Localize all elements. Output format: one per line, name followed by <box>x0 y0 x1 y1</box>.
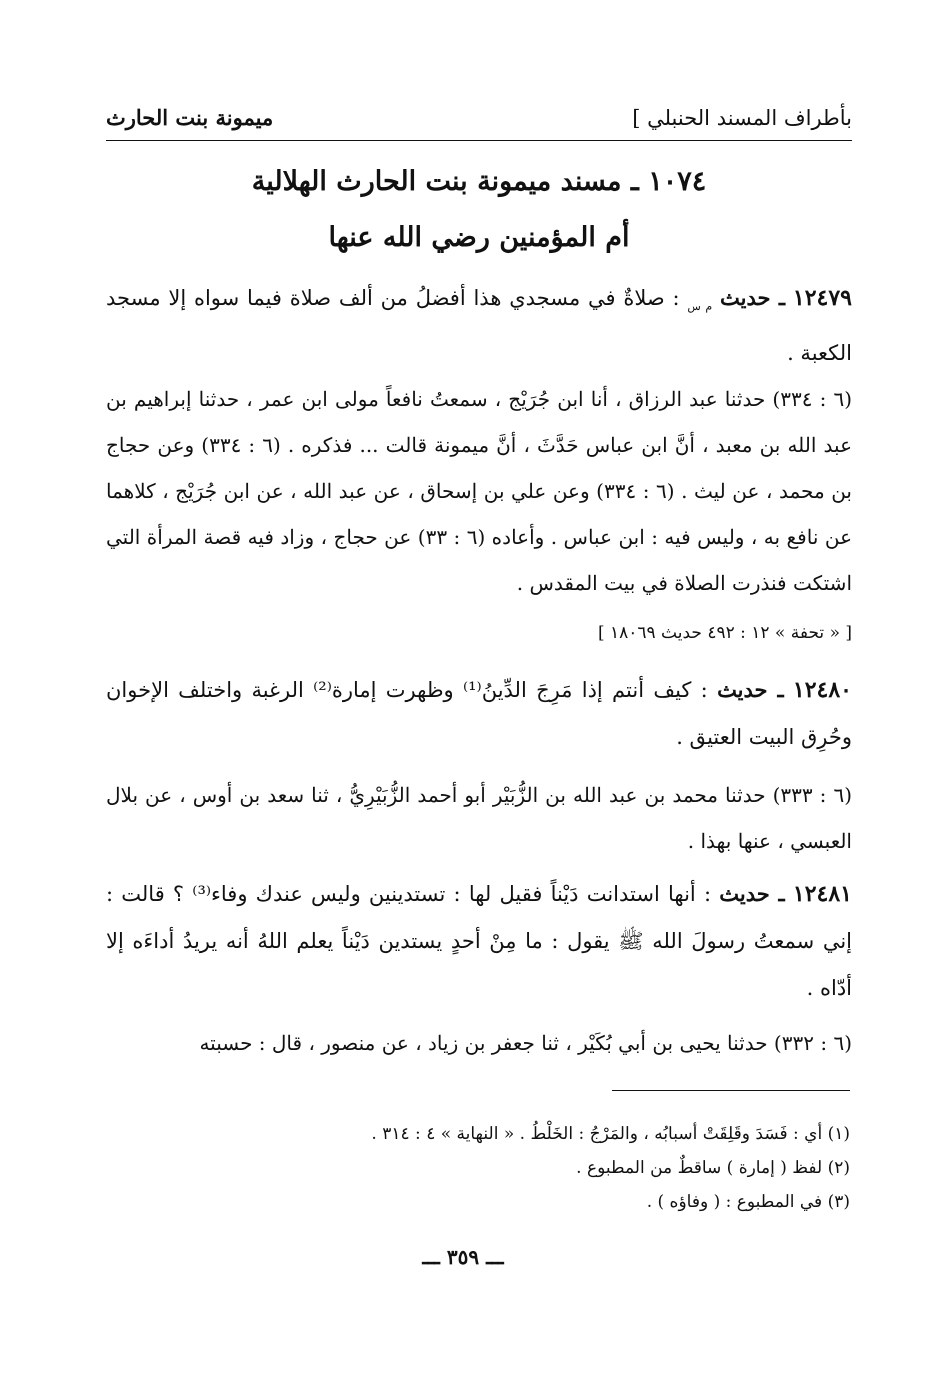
footnote-1: (١) أي : فَسَدَ وقَلِقَتْ أسبابُه ، والمَرْجُ : الخَلْطُ . « النهاية » ٤ : ٣١٤ . <box>371 1124 850 1144</box>
footnote-3: (٣) في المطبوع : ( وفاؤه ) . <box>646 1192 850 1212</box>
footnote-divider <box>612 1090 850 1091</box>
hadith-12479 <box>106 274 852 377</box>
hadith-12480 <box>106 666 852 761</box>
book-title: بأطراف المسند الحنبلي ] <box>632 106 852 130</box>
section-title-line2: أم المؤمنين رضي الله عنها <box>328 222 630 253</box>
hadith-text: : كيف أنتم إذا مَرِجَ الدِّينُ⁽¹⁾ وظهرت إمارة⁽²⁾ الرغبة واختلف الإخوان وحُرِق البيت العتيق . <box>106 678 852 749</box>
tuhfa-reference: [ « تحفة » ١٢ : ٤٩٢ حديث ١٨٠٦٩ ] <box>597 623 852 643</box>
hadith-12481-sources: (٦ : ٣٣٢) حدثنا يحيى بن أبي بُكَيْر ، ثنا جعفر بن زياد ، عن منصور ، قال : حسبته <box>199 1031 852 1055</box>
hadith-number: ١٢٤٨١ <box>792 881 852 907</box>
hadith-12480-sources: (٦ : ٣٣٣) حدثنا محمد بن عبد الله بن الزُّبَيْر أبو أحمد الزُّبَيْرِيُّ ، ثنا سعد بن أوس ، عن بلال العبسي ، عنها بهذا . <box>106 783 853 853</box>
hadith-text: : صلاةٌ في مسجدي هذا أفضلُ من ألف صلاة فيما سواه إلا مسجد الكعبة . <box>106 286 852 366</box>
hadith-label: ـ حديث <box>719 881 785 906</box>
hadith-number: ١٢٤٧٩ <box>792 285 852 311</box>
footnote-2: (٢) لفظ ( إمارة ) ساقطٌ من المطبوع . <box>576 1158 850 1178</box>
section-name: ميمونة بنت الحارث <box>106 105 274 130</box>
hadith-label: ـ حديث <box>720 285 786 310</box>
hadith-12479-sources: (٦ : ٣٣٤) حدثنا عبد الرزاق ، أنا ابن جُرَيْج ، سمعتُ نافعاً مولى ابن عمر ، حدثنا إبراهيم بن عبد الله بن معبد ، أنَّ ابن عباس حَدَّثَ ، أنَّ ميمونة قالت ... فذكره . (٦ : ٣٣٤) وعن حجاج بن محمد ، عن ليث . (٦ : ٣٣٤) وعن علي بن إسحاق ، عن عبد الله ، عن ابن جُرَيْج ، كلاهما عن نافع به ، وليس فيه : ابن عباس . وأعاده (٦ : ٣٣) عن حجاج ، وزاد فيه قصة المرأة التي اشتكت فنذرت الصلاة في بيت المقدس . <box>106 387 853 595</box>
section-title-line1: ١٠٧٤ ـ مسند ميمونة بنت الحارث الهلالية <box>251 166 707 197</box>
page-number: ـــ ٣٥٩ ـــ <box>422 1245 504 1269</box>
hadith-text: : أنها استدانت دَيْناً فقيل لها : تستدينين وليس عندك وفاء⁽³⁾ ؟ قالت : إني سمعتُ رسولَ الله ﷺ يقول : ما مِنْ أحدٍ يستدين دَيْناً يعلم اللهُ أنه يريدُ أداءَه إلا أدّاه . <box>106 882 852 1000</box>
hadith-marker: م س <box>687 300 713 314</box>
hadith-12481 <box>106 870 852 1012</box>
hadith-label: ـ حديث <box>717 677 784 702</box>
running-header <box>106 90 852 141</box>
hadith-number: ١٢٤٨٠ <box>792 677 852 703</box>
